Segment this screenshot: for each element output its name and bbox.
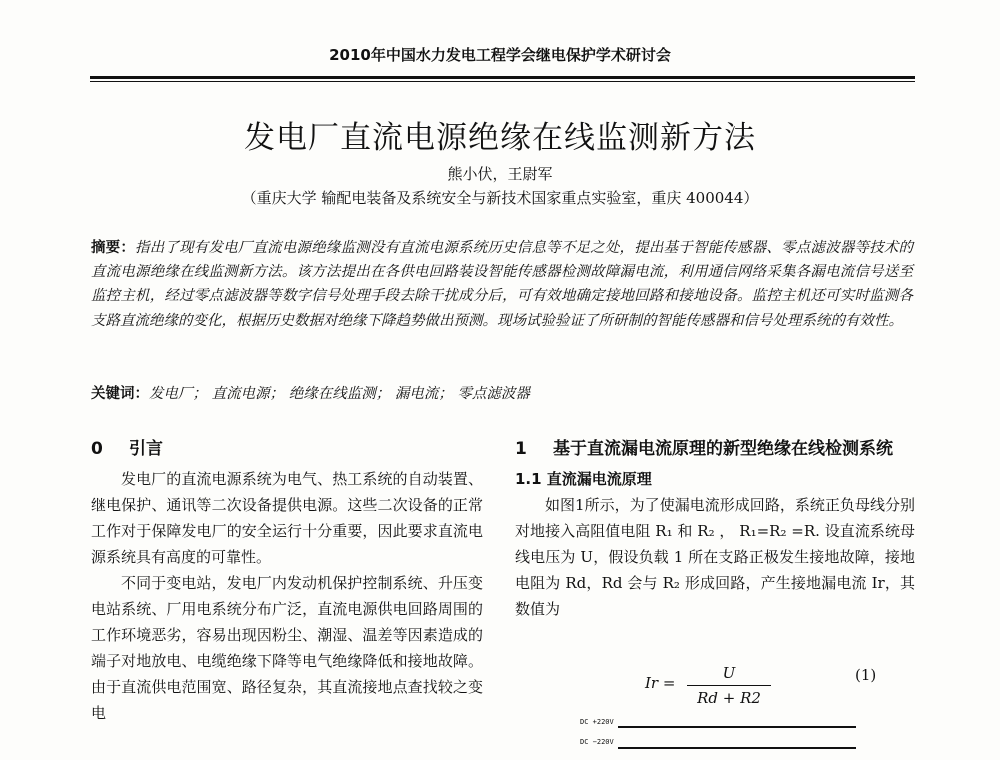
- subsection-1-1-heading: 1.1 直流漏电流原理: [515, 470, 652, 488]
- header-rule-thick: [90, 76, 915, 79]
- equation-lhs: Ir =: [645, 674, 676, 692]
- left-column: [91, 436, 483, 726]
- section-0-title: 引言: [129, 439, 163, 459]
- intro-paragraph-1: 发电厂的直流电源系统为电气、热工系统的自动装置、继电保护、通讯等二次设备提供电源。这些二次设备的正常工作对于保障发电厂的安全运行十分重要，因此要求直流电源系统具有高度的可靠性。: [91, 470, 483, 566]
- keywords: [91, 382, 913, 403]
- abstract-text: 指出了现有发电厂直流电源绝缘监测没有直流电源系统历史信息等不足之处，提出基于智能传感器、零点滤波器等技术的直流电源绝缘在线监测新方法。该方法提出在各供电回路装设智能传感器检测故障漏电流，利用通信网络采集各漏电流信号送至监控主机，经过零点滤波器等数字信号处理手段去除干扰成分后，可有效地确定接地回路和接地设备。监控主机还可实时监测各支路直流绝缘的变化，根据历史数据对绝缘下降趋势做出预测。现场试验验证了所研制的智能传感器和信号处理系统的有效性。: [91, 240, 913, 329]
- equation-fraction: [687, 664, 771, 707]
- section-1-title: 基于直流漏电流原理的新型绝缘在线检测系统: [553, 439, 893, 459]
- equation-numerator: U: [722, 664, 736, 682]
- equation-number: (1): [855, 666, 877, 684]
- section-1-number: 1: [515, 439, 527, 459]
- section-0-number: 0: [91, 439, 103, 459]
- conference-header: 2010年中国水力发电工程学会继电保护学术研讨会: [329, 46, 671, 64]
- affiliation: （重庆大学 输配电装备及系统安全与新技术国家重点实验室，重庆 400044）: [241, 189, 759, 207]
- figure-label-negative: DC −220V: [580, 738, 614, 746]
- section-0-heading: [91, 436, 483, 462]
- section-1-1-paragraph: 如图1所示，为了使漏电流形成回路，系统正负母线分别对地接入高阻值电阻 R₁ 和 R₂ ， R₁=R₂ =R. 设直流系统母线电压为 U，假设负载 1 所在支路正极发生接地故障，接地电阻为 Rd，Rd 会与 R₂ 形成回路，产生接地漏电流 Ir，其数值为: [515, 496, 915, 618]
- right-column: [515, 436, 915, 622]
- authors: 熊小伏，王尉军: [447, 165, 553, 183]
- paper-title: 发电厂直流电源绝缘在线监测新方法: [244, 120, 756, 156]
- equation-1: [645, 664, 905, 712]
- positive-bus-line: [618, 726, 856, 728]
- intro-paragraph-2: 不同于变电站，发电厂内发动机保护控制系统、升压变电站系统、厂用电系统分布广泛，直流电源供电回路周围的工作环境恶劣，容易出现因粉尘、潮湿、温差等因素造成的端子对地放电、电缆绝缘下降等电气绝缘降低和接地故障。由于直流供电范围宽、路径复杂，其直流接地点查找较之变电: [91, 574, 483, 722]
- abstract: [91, 236, 913, 333]
- keywords-label: 关键词：: [91, 386, 149, 402]
- header-rule-thin: [90, 81, 915, 82]
- section-1-heading: [515, 436, 915, 462]
- abstract-label: 摘要：: [91, 240, 136, 256]
- figure-label-positive: DC +220V: [580, 718, 614, 726]
- figure-1-partial: [580, 716, 860, 760]
- equation-denominator: Rd + R2: [697, 689, 761, 707]
- fraction-bar: [687, 685, 771, 686]
- keywords-text: 发电厂； 直流电源； 绝缘在线监测； 漏电流； 零点滤波器: [149, 386, 530, 402]
- negative-bus-line: [618, 747, 856, 749]
